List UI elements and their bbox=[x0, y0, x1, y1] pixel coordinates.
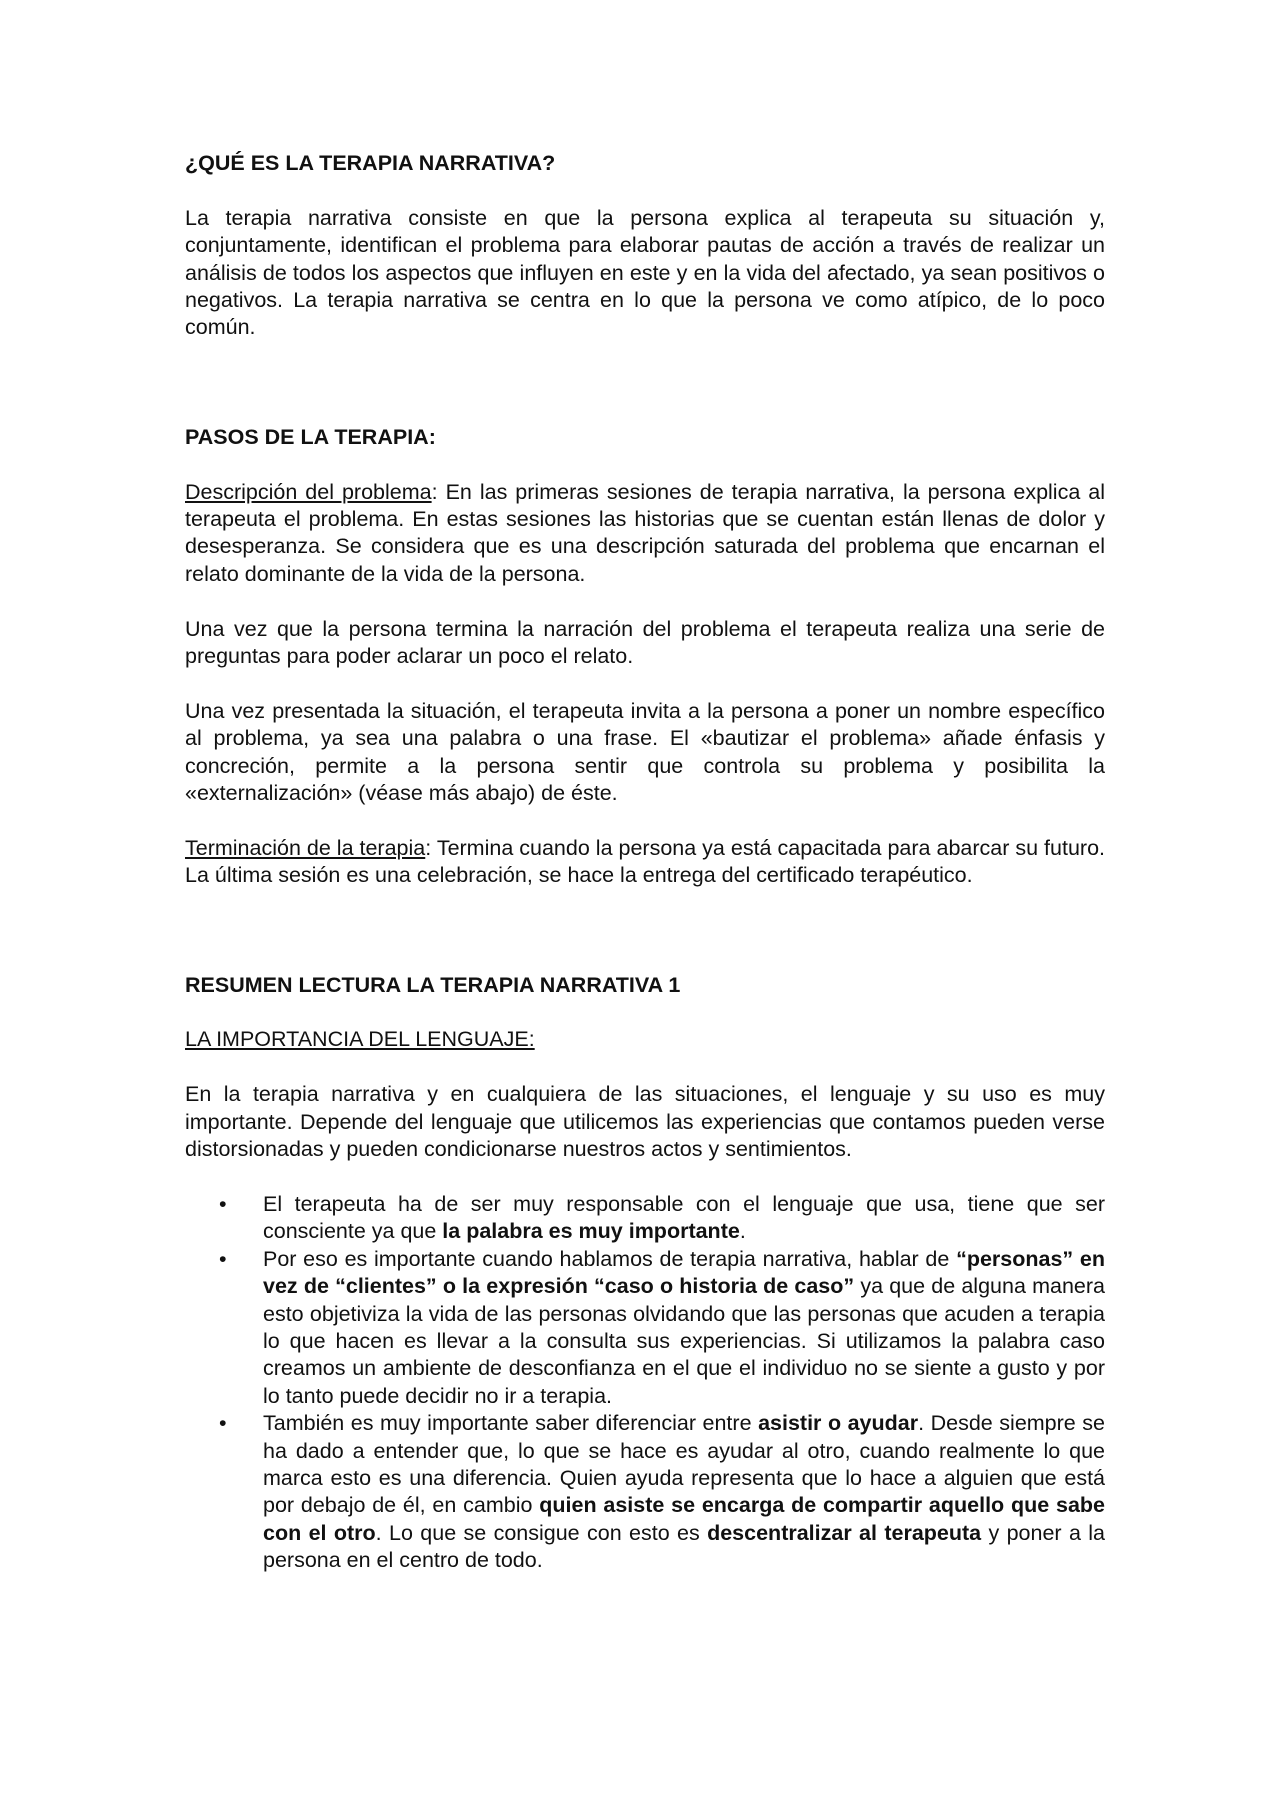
list-item bbox=[219, 1246, 1105, 1410]
section-subtitle-lenguaje: LA IMPORTANCIA DEL LENGUAJE: bbox=[185, 1027, 535, 1052]
bullet-bold-text: quien asiste se encarga de compartir aquello que sabe con el otro bbox=[263, 1493, 1106, 1545]
language-paragraph: En la terapia narrativa y en cualquiera de las situaciones, el lenguaje y su uso es muy importante. Depende del lenguaje que utilicemos las experiencias que contamos pueden verse distorsionadas y pueden condicionarse nuestros actos y sentimientos. bbox=[185, 1082, 1105, 1162]
bullet-text: . Lo que se consigue con esto es bbox=[375, 1520, 708, 1545]
list-item bbox=[219, 1410, 1106, 1574]
step-termination-label: Terminación de la terapia bbox=[185, 835, 426, 860]
bullet-text: y poner a la persona en el centro de todo. bbox=[263, 1520, 1105, 1573]
list-item bbox=[219, 1191, 1105, 1246]
bullet-bold-text: la palabra es muy importante bbox=[442, 1219, 740, 1244]
naming-paragraph: Una vez presentada la situación, el terapeuta invita a la persona a poner un nombre específico al problema, ya sea una palabra o una frase. El «bautizar el problema» añade énfasis y concreción, permite a la persona sentir que controla su problema y posibilita la «externalización» (véase más abajo) de éste. bbox=[185, 698, 1105, 806]
step-description-paragraph bbox=[185, 479, 1105, 589]
section-title-resumen: RESUMEN LECTURA LA TERAPIA NARRATIVA 1 bbox=[185, 972, 681, 997]
step-description-label: Descripción del problema bbox=[185, 479, 432, 504]
bullet-text: . bbox=[739, 1219, 746, 1244]
intro-paragraph: La terapia narrativa consiste en que la persona explica al terapeuta su situación y, conjuntamente, identifican el problema para elaborar pautas de acción a través de realizar un análisis de todos los aspectos que influyen en este y en la vida del afectado, ya sean positivos o negativos. La terapia narrativa se centra en lo que la persona ve como atípico, de lo poco común. bbox=[185, 205, 1105, 340]
bullet-bold-text: “personas” en vez de “clientes” o la expresión “caso o historia de caso” bbox=[263, 1246, 1105, 1299]
bullet-text: También es muy importante saber diferenciar entre bbox=[263, 1411, 759, 1436]
step-termination-paragraph bbox=[185, 835, 1105, 890]
bullet-text: ya que de alguna manera esto objetiviza la vida de las personas olvidando que las personas que acuden a terapia lo que hacen es llevar a la consulta sus experiencias. Si utilizamos la palabra caso creamos un ambiente de desconfianza en el que el individuo no se siente a gusto y por lo tanto puede decidir no ir a terapia. bbox=[263, 1274, 1105, 1408]
bullet-text: . Desde siempre se ha dado a entender que, lo que se hace es ayudar al otro, cuando realmente lo que marca esto es una diferencia. Quien ayuda representa que lo hace a alguien que está por debajo de él, en cambio bbox=[263, 1411, 1105, 1518]
step-description-text: : En las primeras sesiones de terapia narrativa, la persona explica al terapeuta el problema. En estas sesiones las historias que se cuentan están llenas de dolor y desesperanza. Se considera que es una descripción saturada del problema que encarnan el relato dominante de la vida de la persona. bbox=[185, 479, 1105, 586]
bullet-icon: • bbox=[219, 1246, 227, 1271]
bullet-list bbox=[185, 1191, 1105, 1575]
bullet-bold-text: descentralizar al terapeuta bbox=[707, 1520, 982, 1545]
section-title-que-es: ¿QUÉ ES LA TERAPIA NARRATIVA? bbox=[185, 151, 556, 175]
narration-paragraph: Una vez que la persona termina la narración del problema el terapeuta realiza una serie de preguntas para poder aclarar un poco el relato. bbox=[185, 616, 1105, 669]
document-page bbox=[185, 150, 1105, 1575]
bullet-icon: • bbox=[219, 1191, 227, 1216]
bullet-text: Por eso es importante cuando hablamos de terapia narrativa, hablar de bbox=[263, 1246, 957, 1271]
section-title-pasos: PASOS DE LA TERAPIA: bbox=[185, 424, 436, 449]
bullet-bold-text: asistir o ayudar bbox=[758, 1411, 919, 1436]
bullet-text: El terapeuta ha de ser muy responsable con el lenguaje que usa, tiene que ser consciente ya que bbox=[263, 1191, 1105, 1244]
bullet-icon: • bbox=[219, 1411, 227, 1436]
step-termination-text: : Termina cuando la persona ya está capacitada para abarcar su futuro. La última sesión es una celebración, se hace la entrega del certificado terapéutico. bbox=[185, 835, 1106, 888]
